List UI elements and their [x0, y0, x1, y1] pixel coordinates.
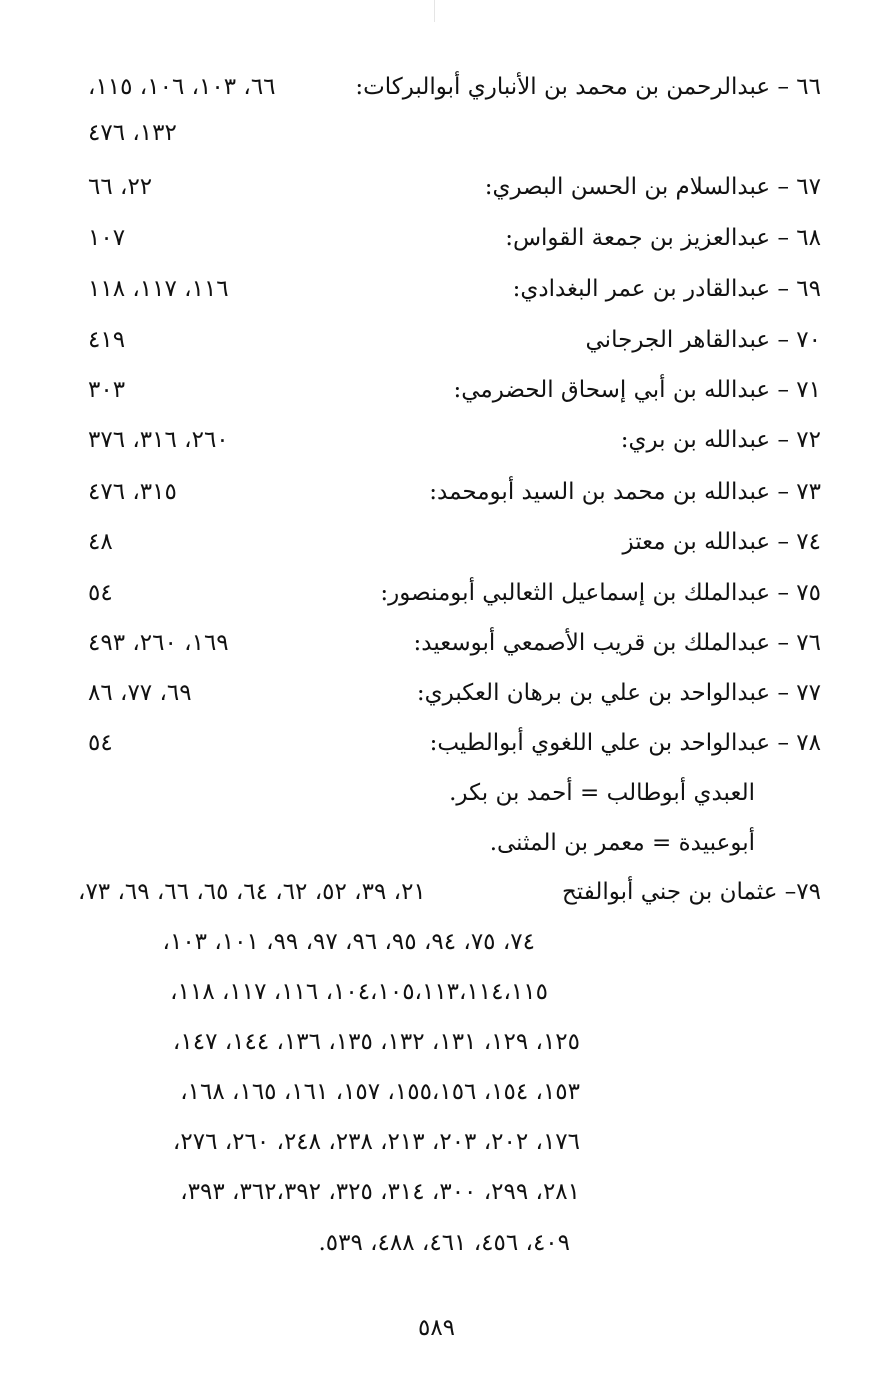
entry-pages-continuation: ١٥٣، ١٥٤، ١٥٥،١٥٦، ١٥٧، ١٦١، ١٦٥، ١٦٨، [180, 1079, 580, 1105]
entry-pages-continuation: ١٠٤،١٠٥،١١٣،١١٤،١١٥، ١١٦، ١١٧، ١١٨، [170, 979, 548, 1005]
entry-pages: ٢٢، ٦٦ [88, 174, 153, 200]
entry-name: ٧٦ – عبدالملك بن قريب الأصمعي أبوسعيد: [413, 630, 821, 656]
entry-name: ٦٨ – عبدالعزيز بن جمعة القواس: [505, 225, 821, 251]
entry-pages-continuation: ١٢٥، ١٢٩، ١٣١، ١٣٢، ١٣٥، ١٣٦، ١٤٤، ١٤٧، [172, 1029, 580, 1055]
entry-pages: ٦٦، ١٠٣، ١٠٦، ١١٥، [88, 74, 276, 100]
entry-name: ٦٩ – عبدالقادر بن عمر البغدادي: [512, 276, 821, 302]
entry-name: ٧٠ – عبدالقاهر الجرجاني [585, 327, 821, 353]
entry-pages: ٤٨ [88, 529, 113, 555]
entry-pages: ١٠٧ [88, 225, 126, 251]
entry-pages: ١٦٩، ٢٦٠، ٤٩٣ [88, 630, 229, 656]
entry-pages-continuation: ٧٤، ٧٥، ٩٤، ٩٥، ٩٦، ٩٧، ٩٩، ١٠١، ١٠٣، [162, 929, 535, 955]
entry-name: ٧٣ – عبدالله بن محمد بن السيد أبومحمد: [429, 479, 821, 505]
entry-pages-continuation: ٢٨١، ٢٩٩، ٣٠٠، ٣١٤، ٣٢٥، ٣٦٢،٣٩٢، ٣٩٣، [180, 1179, 580, 1205]
entry-name: ٧٥ – عبدالملك بن إسماعيل الثعالبي أبومنصور: [380, 580, 821, 606]
entry-name: ٧٤ – عبدالله بن معتز [622, 529, 821, 555]
entry-name: ٧٢ – عبدالله بن بري: [620, 427, 821, 453]
entry-name: ٧٩– عثمان بن جني أبوالفتح [561, 879, 821, 905]
entry-pages: ٢٦٠، ٣١٦، ٣٧٦ [88, 427, 229, 453]
entry-name: ٦٧ – عبدالسلام بن الحسن البصري: [484, 174, 821, 200]
entry-pages: ٣٠٣ [88, 377, 126, 403]
entry-pages: ١٣٢، ٤٧٦ [88, 120, 177, 146]
entry-pages: ٢١، ٣٩، ٥٢، ٦٢، ٦٤، ٦٥، ٦٦، ٦٩، ٧٣، [78, 879, 426, 905]
cross-reference: العبدي أبوطالب = أحمد بن بكر. [449, 780, 755, 806]
entry-name: ٧٨ – عبدالواحد بن علي اللغوي أبوالطيب: [429, 730, 821, 756]
entry-pages: ٦٩، ٧٧، ٨٦ [88, 680, 192, 706]
entry-pages-continuation: ٤٠٩، ٤٥٦، ٤٦١، ٤٨٨، ٥٣٩. [318, 1230, 570, 1256]
entry-name: ٧٧ – عبدالواحد بن علي بن برهان العكبري: [416, 680, 821, 706]
cross-reference: أبوعبيدة = معمر بن المثنى. [489, 830, 755, 856]
entry-name: ٦٦ – عبدالرحمن بن محمد بن الأنباري أبوالبركات: [355, 74, 821, 100]
entry-pages: ٥٤ [88, 730, 113, 756]
entry-pages: ٤١٩ [88, 327, 126, 353]
page-number: ٥٨٩ [417, 1315, 456, 1341]
entry-pages: ٥٤ [88, 580, 113, 606]
entry-name: ٧١ – عبدالله بن أبي إسحاق الحضرمي: [453, 377, 821, 403]
entry-pages: ١١٦، ١١٧، ١١٨ [88, 276, 229, 302]
entry-pages: ٣١٥، ٤٧٦ [88, 479, 177, 505]
entry-pages-continuation: ١٧٦، ٢٠٢، ٢٠٣، ٢١٣، ٢٣٨، ٢٤٨، ٢٦٠، ٢٧٦، [172, 1129, 580, 1155]
scan-mark [434, 0, 435, 22]
